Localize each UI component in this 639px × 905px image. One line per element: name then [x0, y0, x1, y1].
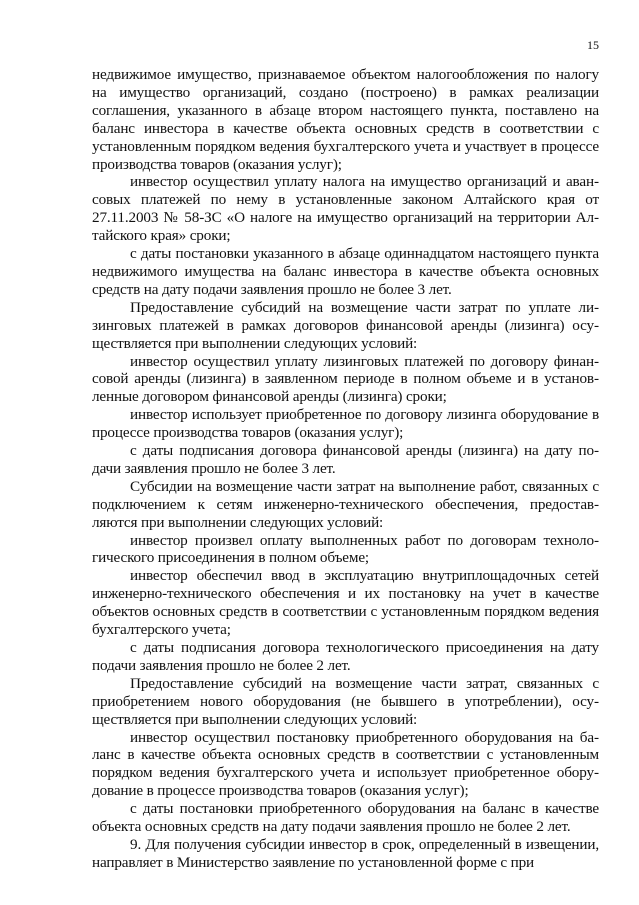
paragraph-13: инвестор осуществил постановку приобретенного оборудования на баланс в качестве объекта основных средств в соответствии с установленным порядком ведения бухгалтерского учета и использует приобретенное оборудование в процессе производства товаров (оказания услуг); — [92, 728, 599, 800]
paragraph-8: Субсидии на возмещение части затрат на выполнение работ, связанных с подключением к сетям инженерно-технического обеспечения, предоставляются при выполнении следующих условий: — [92, 477, 599, 531]
paragraph-14: с даты постановки приобретенного оборудования на баланс в качестве объекта основных средств на дату подачи заявления прошло не более 2 лет. — [92, 800, 599, 836]
paragraph-5: инвестор осуществил уплату лизинговых платежей по договору финансовой аренды (лизинга) в заявленном периоде в полном объеме и в установленные договором финансовой аренды (лизинга) сроки; — [92, 352, 599, 406]
paragraph-7: с даты подписания договора финансовой аренды (лизинга) на дату подачи заявления прошло не более 3 лет. — [92, 442, 599, 477]
paragraph-12: Предоставление субсидий на возмещение части затрат, связанных с приобретением нового оборудования (не бывшего в употреблении), осуществляется при выполнении следующих условий: — [92, 674, 599, 728]
paragraph-11: с даты подписания договора технологического присоединения на дату подачи заявления прошло не более 2 лет. — [92, 639, 599, 674]
paragraph-2: инвестор осуществил уплату налога на имущество организаций и авансовых платежей по нему в установленные законом Алтайского края от 27.11.2003 № 58-ЗС «О налоге на имущество организаций на территории Алтайского края» сроки; — [92, 173, 599, 245]
page-number: 15 — [587, 38, 599, 52]
paragraph-10: инвестор обеспечил ввод в эксплуатацию внутриплощадочных сетей инженерно-технического обеспечения и их постановку на учет в качестве объектов основных средств в соответствии с установленным порядком ведения бухгалтерского учета; — [92, 567, 599, 639]
paragraph-15: 9. Для получения субсидии инвестор в срок, определенный в извещении, направляет в Министерство заявление по установленной форме с при — [92, 835, 599, 871]
paragraph-3: с даты постановки указанного в абзаце одиннадцатом настоящего пункта недвижимого имущества на баланс инвестора в качестве объекта основных средств на дату подачи заявления прошло не более 3 лет. — [92, 245, 599, 298]
paragraph-1: недвижимое имущество, признаваемое объектом налогообложения по налогу на имущество организаций, создано (построено) в рамках реализации соглашения, указанного в абзаце втором настоящего пункта, поставлено на баланс инвестора в качестве объекта основных средств в соответствии с установленным порядком ведения бухгалтерского учета и участвует в процессе производства товаров (оказания услуг); — [92, 66, 599, 173]
paragraph-9: инвестор произвел оплату выполненных работ по договорам технологического присоединения в полном объеме; — [92, 531, 599, 567]
paragraph-4: Предоставление субсидий на возмещение части затрат по уплате лизинговых платежей в рамках договоров финансовой аренды (лизинга) осуществляется при выполнении следующих условий: — [92, 298, 599, 352]
paragraph-6: инвестор использует приобретенное по договору лизинга оборудование в процессе производства товаров (оказания услуг); — [92, 406, 599, 442]
document-body — [92, 66, 599, 872]
